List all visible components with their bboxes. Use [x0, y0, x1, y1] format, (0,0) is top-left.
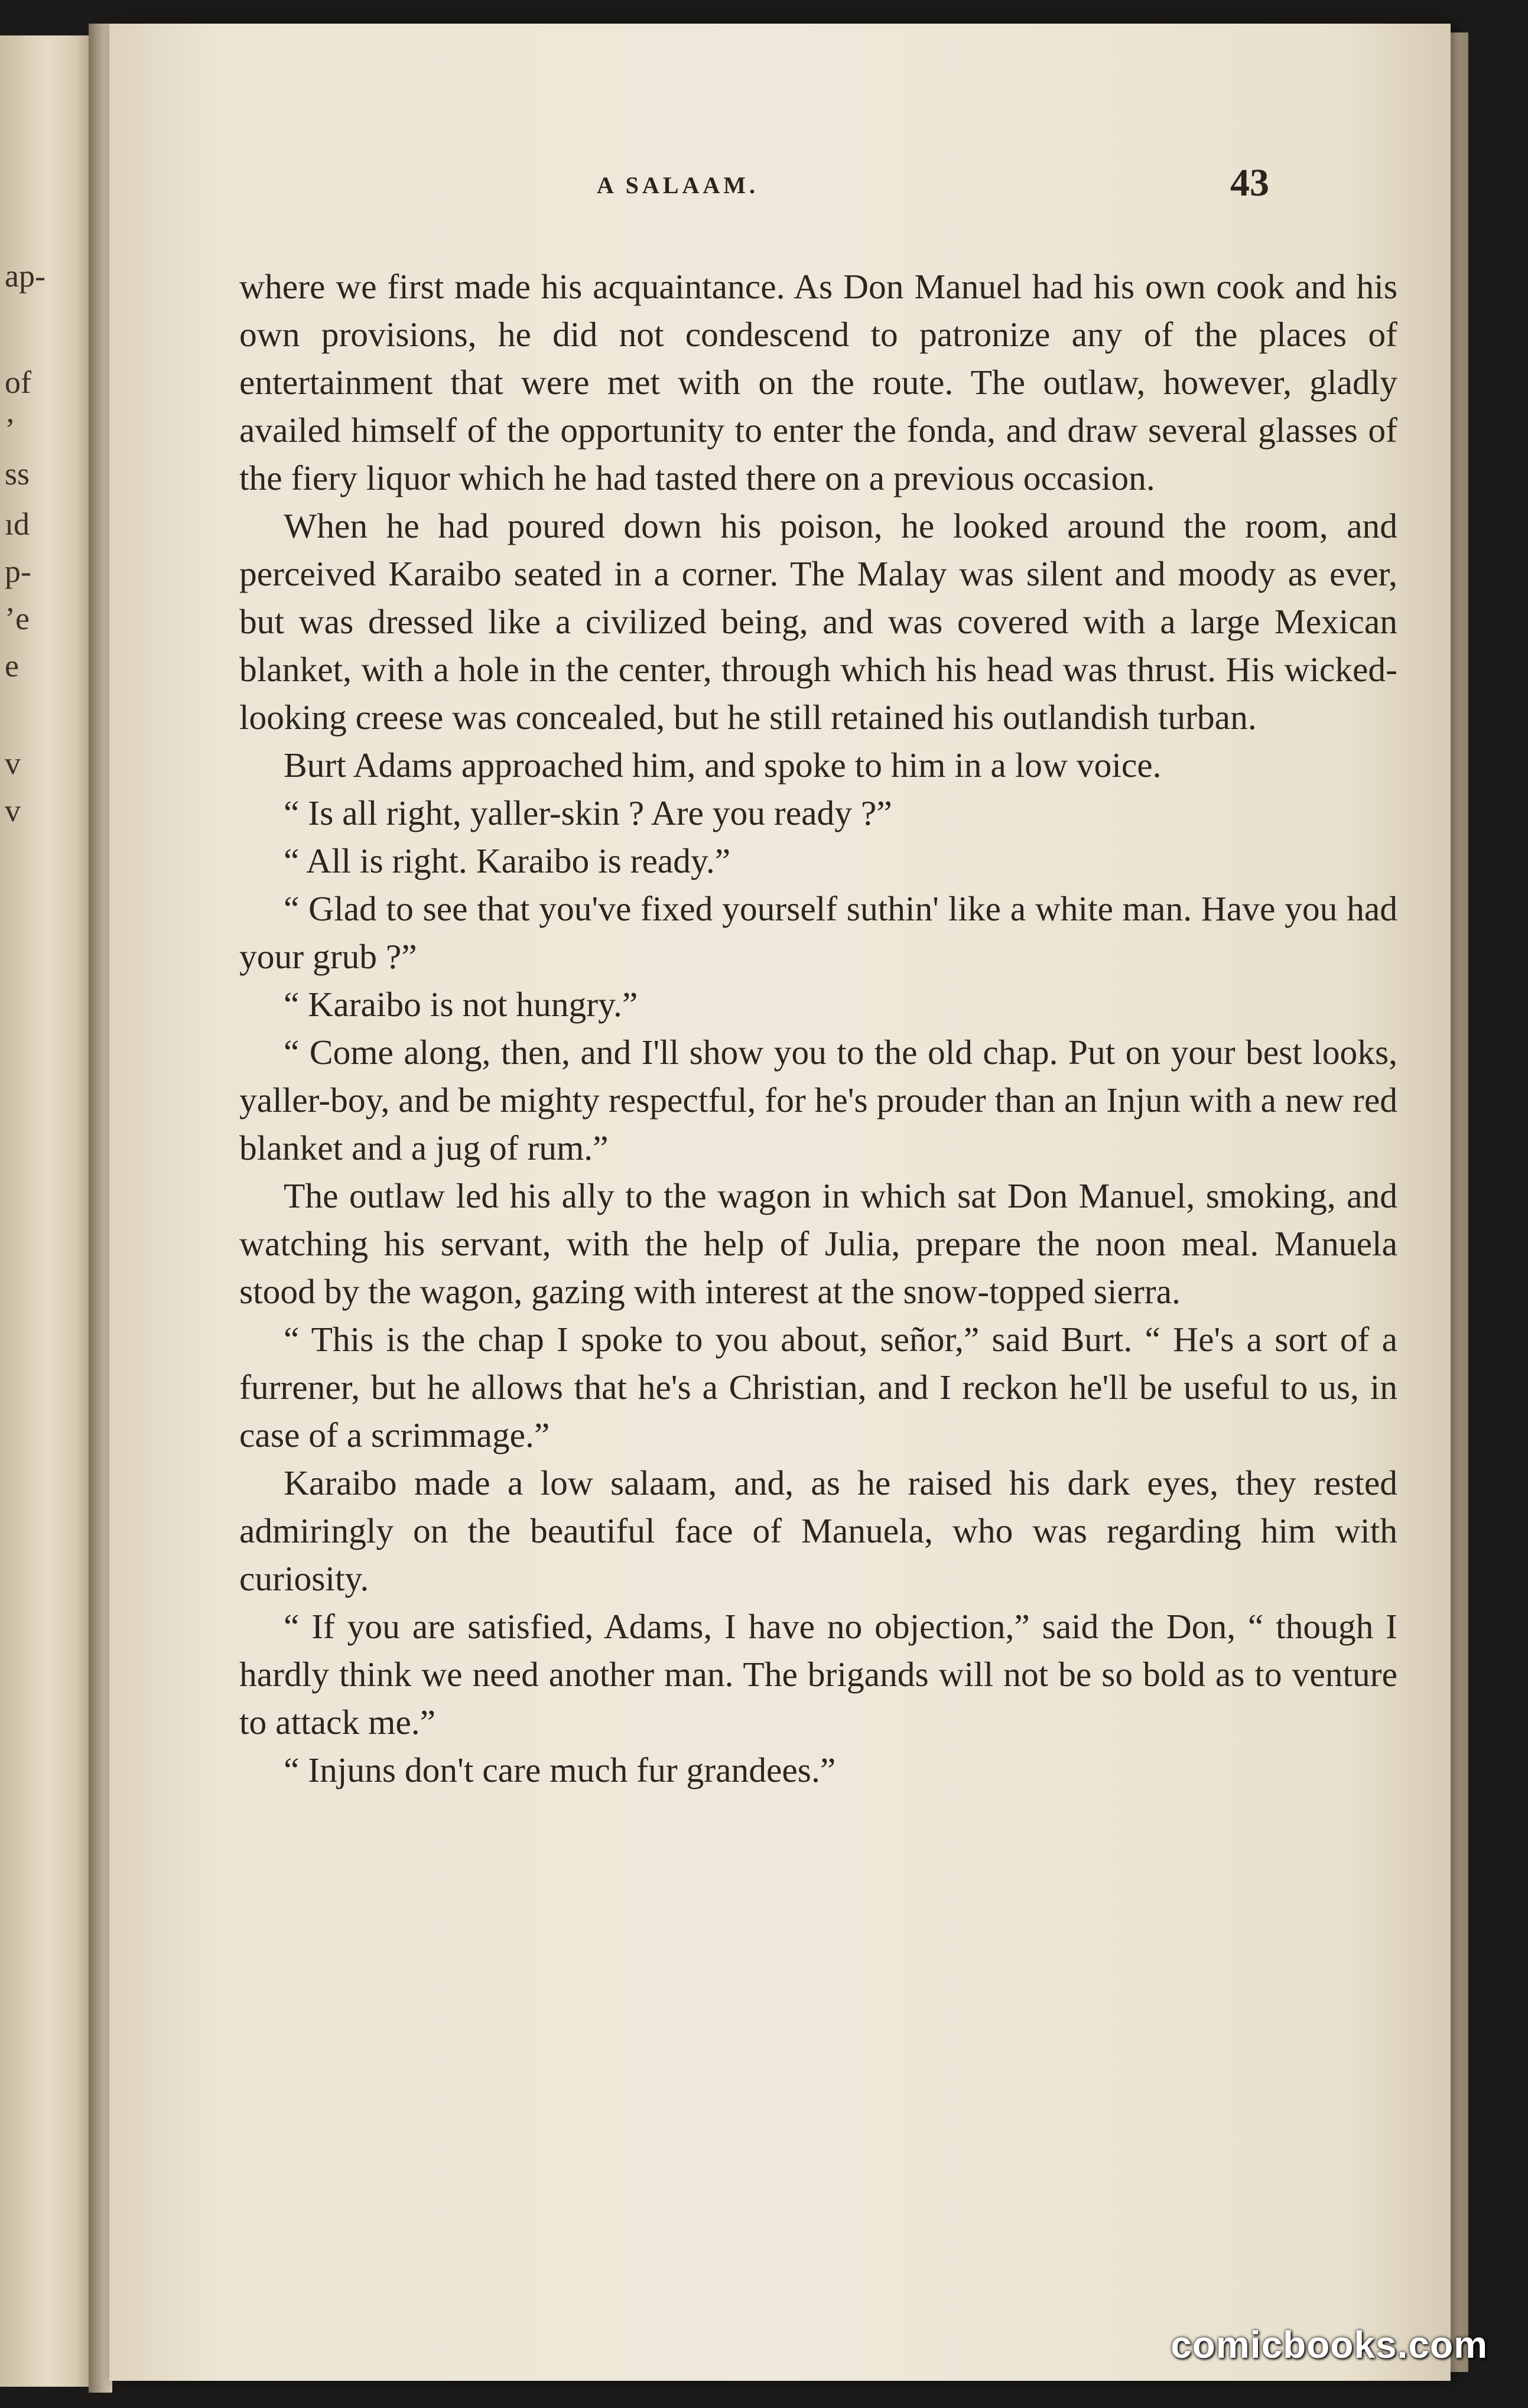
paragraph: “ Karaibo is not hungry.” [284, 985, 638, 1024]
paragraph: The outlaw led his ally to the wagon in which sat Don Manuel, smoking, and watching his servant, with the help of Julia, prepare the noon meal. Manuela stood by the wagon, gazing with interest at the snow-topped sierra. [239, 1176, 1397, 1311]
left-page-fragment: ’ [5, 412, 15, 447]
paragraph: When he had poured down his poison, he looked around the room, and perceived Karaibo seated in a corner. The Malay was silent and moody as ever, but was dressed like a civilized being, and was covered with a large Mexican blanket, with a hole in the center, through which his head was thrust. His wicked-looking creese was concealed, but he still retained his outlandish turban. [239, 506, 1397, 737]
paragraph: “ If you are satisfied, Adams, I have no objection,” said the Don, “ though I hardly think we need another man. The brigands will not be so bold as to venture to attack me.” [239, 1607, 1397, 1742]
paragraph: “ Glad to see that you've fixed yourself suthin' like a white man. Have you had your grub ?” [239, 889, 1397, 976]
paragraph: “ All is right. Karaibo is ready.” [284, 841, 731, 880]
left-page-fragment: of [5, 365, 31, 400]
page-edge-shadow [1451, 32, 1468, 2372]
watermark: comicbooks.com [1171, 2324, 1488, 2366]
running-head [109, 161, 1451, 208]
left-page-fragment: p- [5, 554, 31, 589]
left-page-fragment: ap- [5, 258, 45, 294]
paragraph: Burt Adams approached him, and spoke to him in a low voice. [284, 746, 1162, 785]
paragraph: “ Injuns don't care much fur grandees.” [284, 1750, 836, 1789]
page-number: 43 [1230, 161, 1269, 204]
paragraph: where we first made his acquaintance. As Don Manuel had his own cook and his own provisions, he did not condescend to patronize any of the places of entertainment that were met with on the route. The outlaw, however, gladly availed himself of the opportunity to enter the fonda, and draw several glasses of the fiery liquor which he had tasted there on a previous occasion. [239, 267, 1397, 497]
left-page-fragment: e [5, 648, 19, 684]
body-text [239, 263, 1397, 1794]
left-page-fragment: ss [5, 456, 30, 492]
left-page-fragment: v [5, 746, 21, 781]
left-page-fragment: ’e [5, 601, 30, 636]
paragraph: “ This is the chap I spoke to you about, señor,” said Burt. “ He's a sort of a furrener, but he allows that he's a Christian, and I reckon he'll be useful to us, in case of a scrimmage.” [239, 1320, 1397, 1454]
paragraph: Karaibo made a low salaam, and, as he raised his dark eyes, they rested admiringly on the beautiful face of Manuela, who was regarding him with curiosity. [239, 1463, 1397, 1598]
paragraph: “ Is all right, yaller-skin ? Are you ready ?” [284, 793, 892, 832]
running-head-title: A SALAAM. [597, 172, 759, 199]
paragraph: “ Come along, then, and I'll show you to the old chap. Put on your best looks, yaller-boy, and be mighty respectful, for he's prouder than an Injun with a new red blanket and a jug of rum.” [239, 1033, 1397, 1167]
book-gutter [89, 24, 112, 2393]
left-page-edge [0, 35, 89, 2387]
book-page [109, 24, 1451, 2381]
left-page-fragment: v [5, 793, 21, 828]
left-page-fragment: ıd [5, 506, 30, 542]
